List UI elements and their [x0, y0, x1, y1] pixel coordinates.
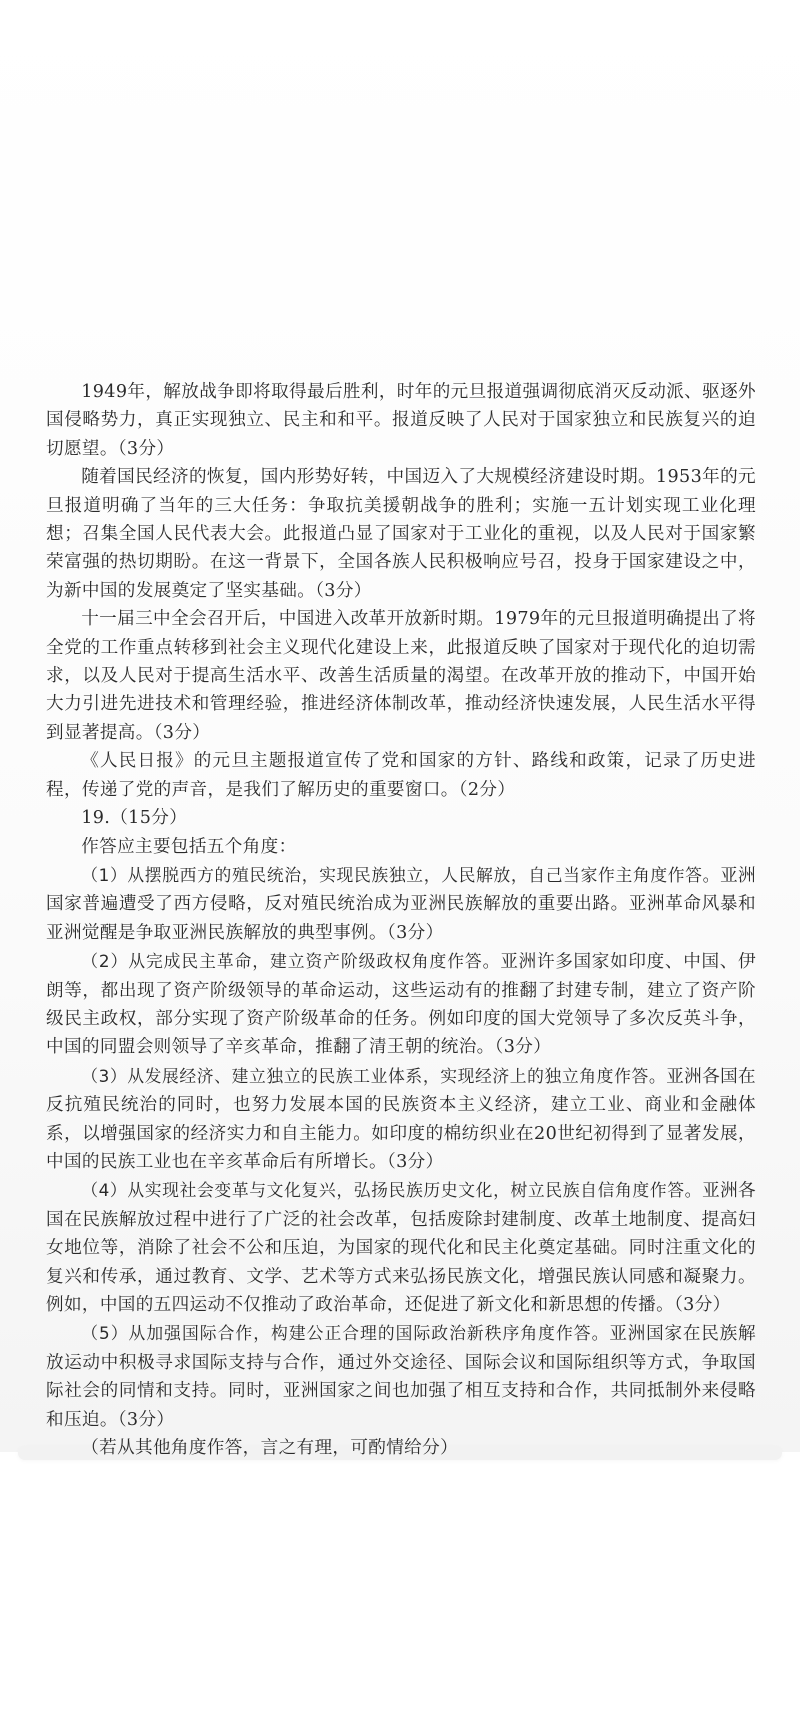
paragraph-text: 十一届三中全会召开后，中国进入改革开放新时期。1979年的元旦报道明确提出了将全党的工作重点转移到社会主义现代化建设上来，此报道反映了国家对于现代化的迫切需求，以及人民对于提高生活水平、改善生活质量的渴望。在改革开放的推动下，中国开始大力引进先进技术和管理经验，推进经济体制改革，推动经济快速发展，人民生活水平得到显著提高。（3分） — [46, 609, 756, 743]
paragraph-1949 — [46, 378, 756, 463]
angle-2-paragraph — [46, 947, 756, 1062]
angle-5-heading: （5）从加强国际合作，构建公正合理的国际政治新秩序角度作答。 — [81, 1323, 610, 1344]
paragraph-1953 — [46, 463, 756, 605]
angle-4-heading: （4）从实现社会变革与文化复兴，弘扬民族历史文化，树立民族自信角度作答。 — [81, 1180, 703, 1201]
angle-5-paragraph — [46, 1319, 756, 1434]
angle-3-paragraph — [46, 1062, 756, 1177]
angle-2-text: 亚洲许多国家如印度、中国、伊朗等，都出现了资产阶级领导的革命运动，这些运动有的推翻了封建专制，建立了资产阶级民主政权，部分实现了资产阶级革命的任务。例如印度的国大党领导了多次反英斗争，中国的同盟会则领导了辛亥革命，推翻了清王朝的统治。（3分） — [46, 952, 756, 1058]
answer-intro — [46, 833, 756, 861]
question-19-heading — [46, 804, 756, 832]
question-number: 19.（15分） — [81, 808, 188, 829]
angle-1-heading: （1）从摆脱西方的殖民统治，实现民族独立，人民解放，自己当家作主角度作答。 — [81, 864, 721, 885]
grading-note-text: （若从其他角度作答，言之有理，可酌情给分） — [81, 1438, 459, 1459]
angle-5-text: 亚洲国家在民族解放运动中积极寻求国际支持与合作，通过外交途径、国际会议和国际组织等方式，争取国际社会的同情和支持。同时，亚洲国家之间也加强了相互支持和合作，共同抵制外来侵略和压迫。（3分） — [46, 1324, 756, 1430]
angle-1-paragraph — [46, 861, 756, 947]
paragraph-text: 随着国民经济的恢复，国内形势好转，中国迈入了大规模经济建设时期。1953年的元旦报道明确了当年的三大任务：争取抗美援朝战争的胜利；实施一五计划实现工业化理想；召集全国人民代表大会。此报道凸显了国家对于工业化的重视，以及人民对于国家繁荣富强的热切期盼。在这一背景下，全国各族人民积极响应号召，投身于国家建设之中，为新中国的发展奠定了坚实基础。（3分） — [46, 467, 756, 601]
grading-note — [46, 1434, 756, 1462]
answer-text-body — [46, 378, 756, 1462]
angle-3-heading: （3）从发展经济、建立独立的民族工业体系，实现经济上的独立角度作答。 — [81, 1065, 667, 1086]
angle-2-heading: （2）从完成民主革命，建立资产阶级政权角度作答。 — [81, 951, 501, 972]
paragraph-text: 1949年，解放战争即将取得最后胜利，时年的元旦报道强调彻底消灭反动派、驱逐外国侵略势力，真正实现独立、民主和和平。报道反映了人民对于国家独立和民族复兴的迫切愿望。（3分） — [46, 382, 756, 459]
angle-4-text: 亚洲各国在民族解放过程中进行了广泛的社会改革，包括废除封建制度、改革土地制度、提高妇女地位等，消除了社会不公和压迫，为国家的现代化和民主化奠定基础。同时注重文化的复兴和传承，通过教育、文学、艺术等方式来弘扬民族文化，增强民族认同感和凝聚力。例如，中国的五四运动不仅推动了政治革命，还促进了新文化和新思想的传播。（3分） — [46, 1181, 756, 1315]
paragraph-text: 作答应主要包括五个角度： — [81, 836, 297, 857]
paragraph-text: 《人民日报》的元旦主题报道宣传了党和国家的方针、路线和政策，记录了历史进程，传递了党的声音，是我们了解历史的重要窗口。（2分） — [46, 751, 756, 800]
paragraph-1979 — [46, 605, 756, 747]
angle-4-paragraph — [46, 1176, 756, 1319]
angle-3-text: 亚洲各国在反抗殖民统治的同时，也努力发展本国的民族资本主义经济，建立工业、商业和金融体系，以增强国家的经济实力和自主能力。如印度的棉纺织业在20世纪初得到了显著发展，中国的民族工业也在辛亥革命后有所增长。（3分） — [46, 1066, 756, 1172]
paragraph-summary — [46, 747, 756, 804]
angle-1-text: 亚洲国家普遍遭受了西方侵略，反对殖民统治成为亚洲民族解放的重要出路。亚洲革命风暴和亚洲觉醒是争取亚洲民族解放的典型事例。（3分） — [46, 865, 757, 943]
